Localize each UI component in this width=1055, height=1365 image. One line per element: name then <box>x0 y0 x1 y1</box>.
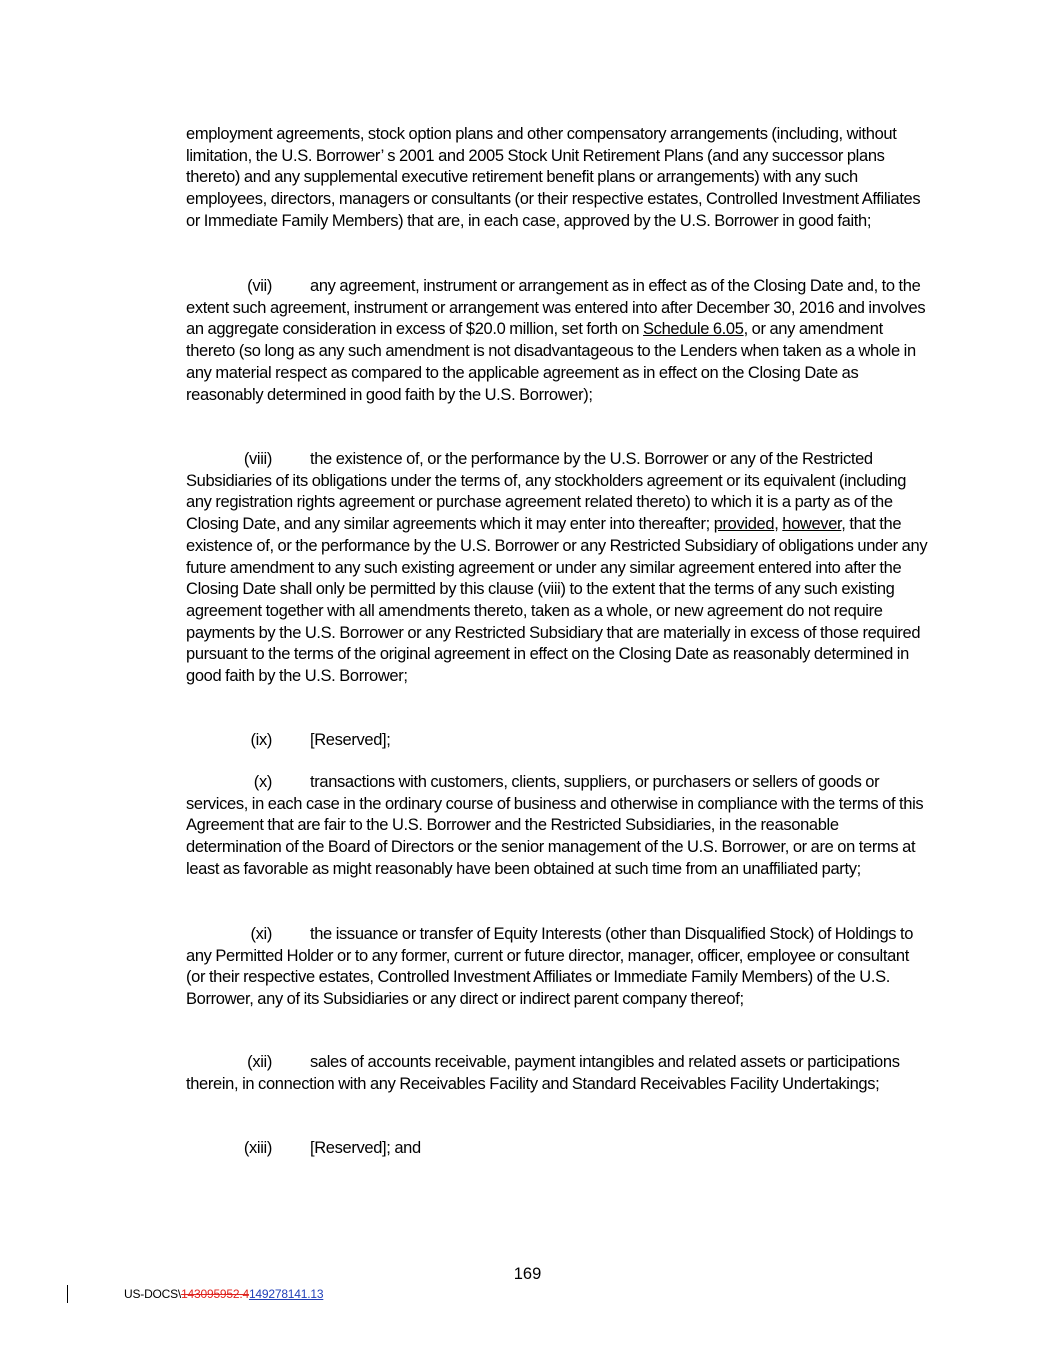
clause-text: sales of accounts receivable, payment intangibles and related assets or participations therein, in connection with any Receivables Facility and Standard Receivables Facility Undertakings; <box>186 1053 900 1093</box>
clause-text: the existence of, or the performance by the U.S. Borrower or any of the Restricted Subsidiaries of its obligations under the terms of, any stockholders agreement or its equivalent (including any registration rights agreement or purchase agreement related thereto) to which it is a party as of the Closing Date, and any similar agreements which it may enter into thereafter; <box>186 450 907 534</box>
clause-number: (x) <box>253 773 272 791</box>
clause-xii <box>186 1052 931 1095</box>
clause-ix <box>186 730 931 752</box>
doc-id-deleted: 143095952.4 <box>181 1287 249 1301</box>
clause-text: transactions with customers, clients, suppliers, or purchasers or sellers of goods or services, in each case in the ordinary course of business and otherwise in compliance with the terms of this Agreement that are fair to the U.S. Borrower and the Restricted Subsidiaries, in the reasonable determination of the Board of Directors or the senior management of the U.S. Borrower, or are on terms at least as favorable as might reasonably have been obtained at such time from an unaffiliated party; <box>186 773 924 878</box>
clause-number: (xii) <box>247 1053 272 1071</box>
paragraph-continuation <box>186 124 931 233</box>
clause-number: (xi) <box>250 925 272 943</box>
clause-number: (viii) <box>243 450 272 468</box>
clause-number: (vii) <box>247 277 272 295</box>
doc-id-prefix: US-DOCS\ <box>124 1287 182 1301</box>
clause-text-continued: , or any amendment thereto (so long as any such amendment is not disadvantageous to the Lenders when taken as a whole in any material respect as compared to the applicable agreement as in effect on the Closing Date as reasonably determined in good faith by the U.S. Borrower); <box>186 320 916 404</box>
document-id <box>124 1287 323 1301</box>
provided-term: provided <box>713 515 775 534</box>
clause-text: [Reserved]; and <box>310 1139 421 1157</box>
clause-xi <box>186 924 931 1011</box>
clause-x <box>186 772 931 881</box>
clause-text: any agreement, instrument or arrangement as in effect as of the Closing Date and, to the extent such agreement, instrument or arrangement was entered into after December 30, 2016 and involves an aggregate consideration in excess of $20.0 million, set forth on <box>186 277 926 339</box>
clause-xiii <box>186 1138 931 1160</box>
clause-text: [Reserved]; <box>310 731 391 749</box>
however-term: however <box>782 515 842 534</box>
doc-id-inserted: 149278141.13 <box>248 1287 324 1301</box>
change-bar <box>67 1285 68 1303</box>
paragraph-text: employment agreements, stock option plans and other compensatory arrangements (including, without limitation, the U.S. Borrower’ s 2001 and 2005 Stock Unit Retirement Plans (and any successor plans thereto) and any supplemental executive retirement benefit plans or arrangements) with any such employees, directors, managers or consultants (or their respective estates, Controlled Investment Affiliates or Immediate Family Members) that are, in each case, approved by the U.S. Borrower in good faith; <box>186 125 921 230</box>
page-number: 169 <box>513 1265 542 1283</box>
separator: , <box>774 515 783 534</box>
schedule-reference: Schedule 6.05 <box>643 320 744 339</box>
clause-text-continued: , that the existence of, or the performance by the U.S. Borrower or any Restricted Subsidiary of obligations under any future amendment to any such existing agreement or under any similar agreement entered into after the Closing Date shall only be permitted by this clause (viii) to the extent that the terms of any such existing agreement together with all amendments thereto, taken as a whole, or new agreement do not require payments by the U.S. Borrower or any Restricted Subsidiary that are materially in excess of those required pursuant to the terms of the original agreement in effect on the Closing Date as reasonably determined in good faith by the U.S. Borrower; <box>186 515 928 686</box>
clause-viii <box>186 449 931 688</box>
clause-number: (ix) <box>250 731 272 749</box>
clause-number: (xiii) <box>243 1139 272 1157</box>
clause-vii <box>186 276 931 406</box>
clause-text: the issuance or transfer of Equity Interests (other than Disqualified Stock) of Holdings to any Permitted Holder or to any former, current or future director, manager, officer, employee or consultant (or their respective estates, Controlled Investment Affiliates or Immediate Family Members) of the U.S. Borrower, any of its Subsidiaries or any direct or indirect parent company thereof; <box>186 925 914 1009</box>
